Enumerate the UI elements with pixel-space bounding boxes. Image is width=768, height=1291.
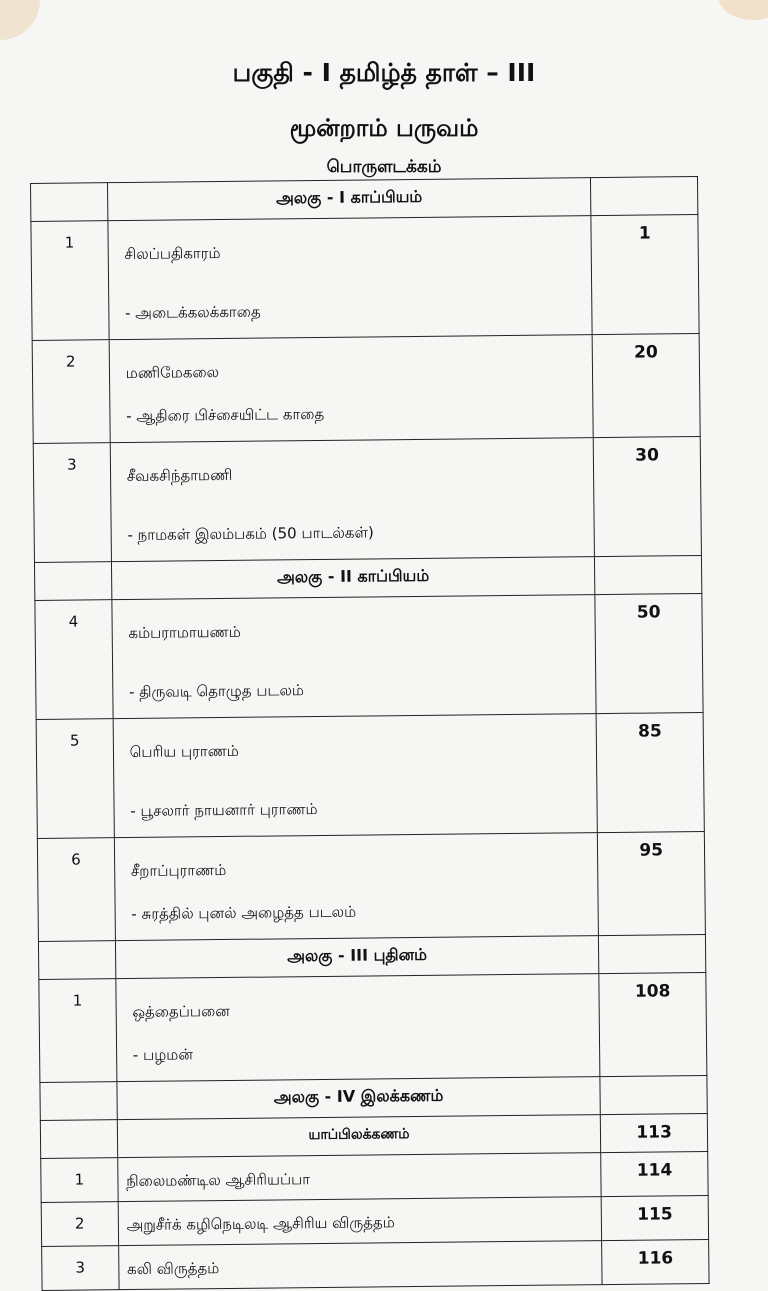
page-number: 50 xyxy=(636,602,661,623)
item-number: 3 xyxy=(66,455,77,474)
work-title: கம்பராமாயணம் xyxy=(128,622,241,642)
work-title: மணிமேகலை xyxy=(125,363,220,383)
section-title: - பூசலார் நாயனார் புராணம் xyxy=(130,800,318,820)
item-number: 2 xyxy=(74,1214,85,1233)
unit-title: அலகு - III புதினம் xyxy=(287,944,428,966)
unit-title: அலகு - I காப்பியம் xyxy=(275,186,423,208)
work-title: ஒத்தைப்பனை xyxy=(132,1001,230,1021)
term-heading: மூன்றாம் பருவம் xyxy=(289,114,479,142)
item-number: 2 xyxy=(65,352,76,371)
page-number: 115 xyxy=(637,1204,673,1225)
work-title: பெரிய புராணம் xyxy=(129,741,239,761)
page-title: பகுதி - I தமிழ்த் தாள் – III xyxy=(232,58,536,87)
table-row xyxy=(42,1239,709,1290)
work-title: சீவகசிந்தாமணி xyxy=(126,465,233,486)
table-row xyxy=(33,436,701,562)
section-title: - சுரத்தில் புனல் அழைத்த படலம் xyxy=(131,902,357,923)
page-number: 85 xyxy=(637,721,662,742)
contents-heading: பொருளடக்கம் xyxy=(326,157,442,177)
item-number: 3 xyxy=(75,1258,86,1277)
item-number: 1 xyxy=(72,991,83,1010)
subheading-title: யாப்பிலக்கணம் xyxy=(308,1126,410,1144)
page-corner-shadow xyxy=(718,0,768,20)
item-number: 1 xyxy=(74,1170,85,1189)
page-number: 95 xyxy=(639,840,664,861)
item-number: 1 xyxy=(64,233,75,252)
work-title: அறுசீர்க் கழிநெடிலடி ஆசிரிய விருத்தம் xyxy=(126,1213,395,1235)
table-row xyxy=(39,972,707,1082)
page-number: 1 xyxy=(638,223,651,244)
table-row xyxy=(36,712,704,838)
work-title: கலி விருத்தம் xyxy=(126,1259,220,1279)
page-number: 116 xyxy=(637,1248,674,1269)
table-row xyxy=(31,215,699,341)
page-number: 20 xyxy=(634,342,658,363)
item-number: 6 xyxy=(71,850,81,869)
section-title: - அடைக்கலக்காதை xyxy=(124,302,261,323)
table-row xyxy=(41,1151,708,1202)
item-number: 4 xyxy=(68,612,79,631)
section-title: - திருவடி தொழுத படலம் xyxy=(128,681,305,701)
section-title: - நாமகள் இலம்பகம் (50 பாடல்கள்) xyxy=(127,523,374,544)
contents-table xyxy=(30,176,710,1291)
table-row xyxy=(32,334,700,444)
page-number: 113 xyxy=(636,1122,672,1143)
section-title: - பழமன் xyxy=(132,1045,193,1064)
table-row xyxy=(35,593,703,719)
table-row xyxy=(41,1195,708,1246)
work-title: நிலைமண்டில ஆசிரியப்பா xyxy=(126,1170,311,1191)
work-title: சிலப்பதிகாரம் xyxy=(124,244,221,264)
page-number: 108 xyxy=(634,981,671,1002)
work-title: சீறாப்புராணம் xyxy=(130,860,227,880)
section-title: - ஆதிரை பிச்சையிட்ட காதை xyxy=(126,404,325,426)
table-row xyxy=(37,831,705,941)
page-number: 114 xyxy=(636,1160,673,1181)
page-number: 30 xyxy=(635,445,659,466)
page-corner-shadow xyxy=(0,0,40,40)
unit-title: அலகு - II காப்பியம் xyxy=(276,565,430,587)
item-number: 5 xyxy=(69,731,80,750)
unit-title: அலகு - IV இலக்கணம் xyxy=(273,1085,444,1107)
